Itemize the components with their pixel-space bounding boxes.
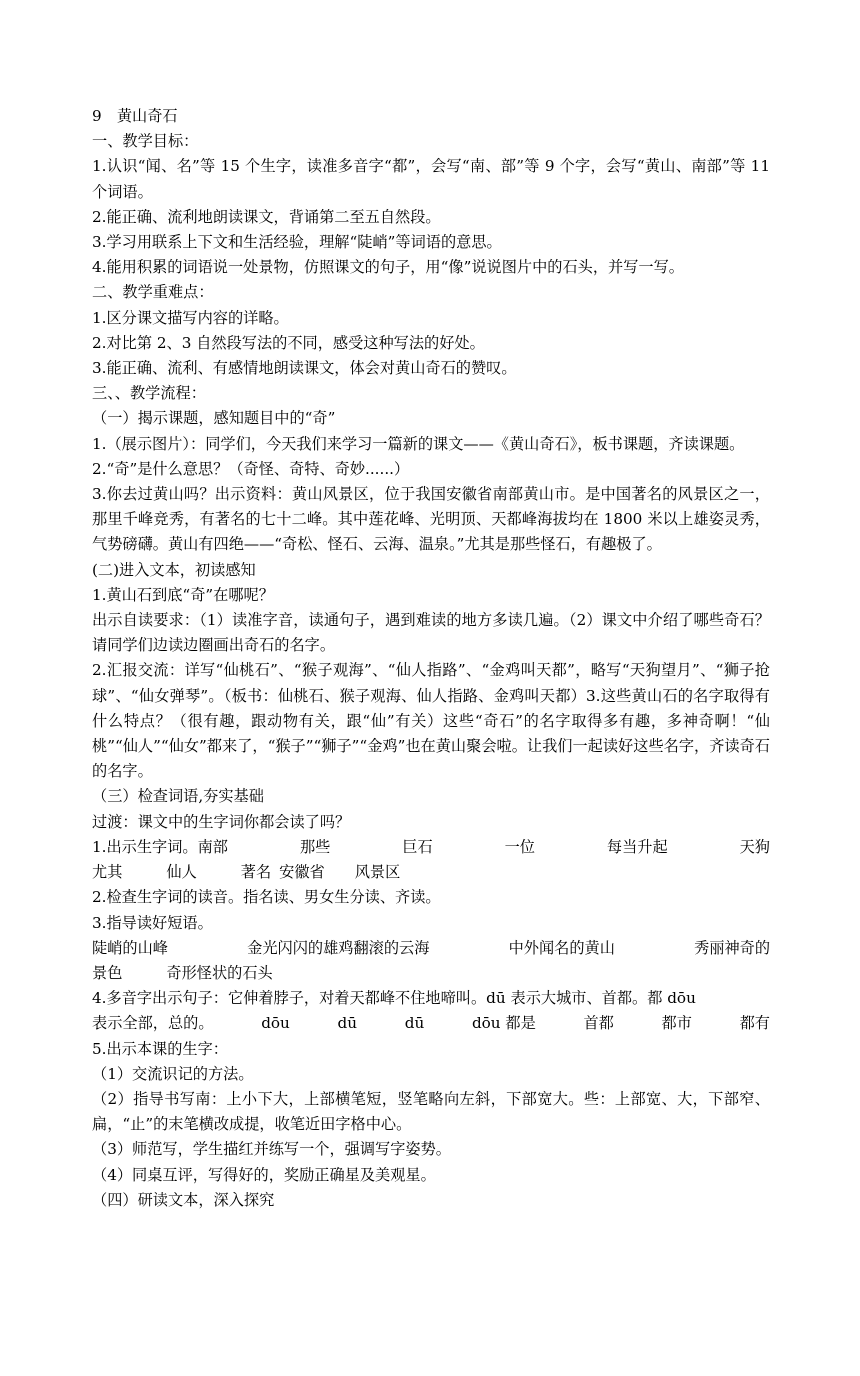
paragraph: 3.能正确、流利、有感情地朗读课文，体会对黄山奇石的赞叹。 bbox=[92, 359, 517, 378]
section-heading: 二、教学重难点： bbox=[92, 283, 214, 302]
pinyin: dōu 都是 bbox=[471, 1014, 536, 1033]
phrase-list-row bbox=[92, 961, 770, 986]
subsection-heading: (二)进入文本，初读感知 bbox=[92, 560, 256, 579]
paragraph: （4）同桌互评，写得好的，奖励正确星及美观星。 bbox=[92, 1165, 436, 1184]
paragraph: 出示自读要求：（1）读准字音，读通句子，遇到难读的地方多读几遍。（2）课文中介绍了哪些奇石？请同学们边读边圈画出奇石的名字。 bbox=[92, 611, 770, 655]
text: 表示全部，总的。 bbox=[92, 1014, 214, 1033]
pinyin: 都有 bbox=[739, 1014, 770, 1033]
word: 巨石 bbox=[402, 837, 433, 856]
phrase: 秀丽神奇的 bbox=[694, 938, 770, 957]
word: 那些 bbox=[299, 837, 331, 856]
paragraph: 4.能用积累的词语说一处景物，仿照课文的句子，用“像”说说图片中的石头，并写一写。 bbox=[92, 258, 684, 277]
paragraph: 2.检查生字词的读音。指名读、男女生分读、齐读。 bbox=[92, 888, 441, 907]
paragraph: 4.多音字出示句子：它伸着脖子，对着天都峰不住地啼叫。dū 表示大城市、首都。都 dōu bbox=[92, 989, 696, 1008]
section-heading: 一、教学目标： bbox=[92, 132, 199, 151]
word: 每当升起 bbox=[606, 837, 668, 856]
word: 仙人 bbox=[166, 863, 197, 882]
subsection-heading: （四）研读文本，深入探究 bbox=[92, 1190, 275, 1209]
pinyin: 都市 bbox=[661, 1014, 692, 1033]
paragraph: 2.对比第 2、3 自然段写法的不同，感受这种写法的好处。 bbox=[92, 333, 485, 352]
paragraph: 1.（展示图片）：同学们，今天我们来学习一篇新的课文——《黄山奇石》，板书课题，齐读课题。 bbox=[92, 434, 745, 453]
section-heading: 三、、教学流程： bbox=[92, 384, 206, 403]
word: 风景区 bbox=[354, 863, 401, 882]
paragraph: 2.能正确、流利地朗读课文，背诵第二至五自然段。 bbox=[92, 207, 441, 226]
pinyin: 首都 bbox=[583, 1014, 614, 1033]
phrase: 陡峭的山峰 bbox=[92, 938, 168, 957]
paragraph: 过渡：课文中的生字词你都会读了吗？ bbox=[92, 812, 351, 831]
word: 一位 bbox=[504, 837, 535, 856]
phrase: 中外闻名的黄山 bbox=[508, 938, 615, 957]
paragraph: （3）师范写，学生描红并练写一个，强调写字姿势。 bbox=[92, 1140, 451, 1159]
word-list-row bbox=[92, 860, 770, 885]
phrase: 金光闪闪的雄鸡翻滚的云海 bbox=[247, 938, 430, 957]
paragraph: 5.出示本课的生字： bbox=[92, 1039, 228, 1058]
word: 尤其 bbox=[92, 863, 123, 882]
paragraph: 3.指导读好短语。 bbox=[92, 913, 213, 932]
paragraph: 1.认识“闻、名”等 15 个生字，读准多音字“都”，会写“南、部”等 9 个字，会写“黄山、南部”等 11 个词语。 bbox=[92, 157, 770, 201]
pinyin: dū bbox=[404, 1014, 425, 1033]
paragraph: 1.区分课文描写内容的详略。 bbox=[92, 308, 289, 327]
paragraph: 3.学习用联系上下文和生活经验，理解“陡峭”等词语的意思。 bbox=[92, 233, 502, 252]
pinyin-list-row bbox=[92, 1011, 770, 1036]
paragraph: （1）交流识记的方法。 bbox=[92, 1064, 254, 1083]
pinyin: dū bbox=[337, 1014, 358, 1033]
phrase: 景色 bbox=[92, 963, 123, 982]
paragraph: 2.汇报交流：详写“仙桃石”、“猴子观海”、“仙人指路”、“金鸡叫天都”，略写“天狗望月”、“狮子抢球”、“仙女弹琴”。（板书：仙桃石、猴子观海、仙人指路、金鸡叫天都）3.这些黄山石的名字取得有什么特点？（很有趣，跟动物有关，跟“仙”有关）这些“奇石”的名字取得多有趣，多神奇啊！“仙桃”“仙人”“仙女”都来了，“猴子”“狮子”“金鸡”也在黄山聚会啦。让我们一起读好这些名字，齐读奇石的名字。 bbox=[92, 661, 770, 781]
paragraph: 3.你去过黄山吗？出示资料：黄山风景区，位于我国安徽省南部黄山市。是中国著名的风景区之一，那里千峰竞秀，有著名的七十二峰。其中莲花峰、光明顶、天都峰海拔均在 1800 米以上雄姿灵秀，气势磅礴。黄山有四绝——“奇松、怪石、云海、温泉。”尤其是那些怪石，有趣极了。 bbox=[92, 485, 770, 554]
paragraph: 1.黄山石到底“奇”在哪呢？ bbox=[92, 585, 274, 604]
word: 安徽省 bbox=[279, 863, 325, 882]
subsection-heading: （三）检查词语,夯实基础 bbox=[92, 787, 264, 806]
paragraph: 2.“奇”是什么意思？（奇怪、奇特、奇妙......） bbox=[92, 459, 410, 478]
word-list-row bbox=[92, 835, 770, 860]
page-title: 9 黄山奇石 bbox=[92, 107, 178, 125]
document-page bbox=[92, 104, 770, 1213]
phrase-list-row bbox=[92, 936, 770, 961]
subsection-heading: （一）揭示课题，感知题目中的“奇” bbox=[92, 409, 336, 428]
pinyin: dōu bbox=[261, 1014, 290, 1033]
phrase: 奇形怪状的石头 bbox=[166, 963, 273, 982]
word: 天狗 bbox=[739, 837, 770, 856]
word: 著名 bbox=[240, 863, 272, 882]
word: 1.出示生字词。南部 bbox=[92, 837, 228, 856]
paragraph: （2）指导书写南：上小下大，上部横笔短，竖笔略向左斜，下部宽大。些：上部宽、大，下部窄、扁，“止”的末笔横改成提，收笔近田字格中心。 bbox=[92, 1089, 770, 1134]
